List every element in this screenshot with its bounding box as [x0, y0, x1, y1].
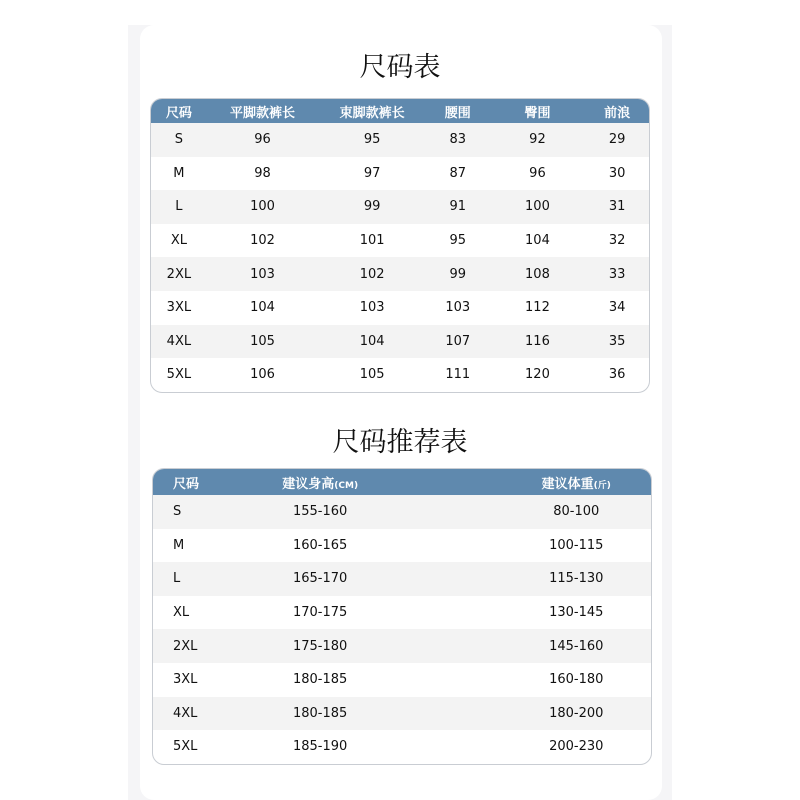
table-row: [151, 224, 649, 258]
size-chart-table: [150, 98, 650, 393]
table-cell: 29: [608, 132, 626, 148]
table-cell: 111: [445, 367, 471, 383]
table-cell: 5XL: [166, 367, 192, 383]
table-cell: 100: [250, 199, 275, 215]
table-cell: 97: [363, 165, 381, 181]
table-cell: M: [173, 165, 185, 181]
table-cell: L: [173, 571, 181, 587]
header-label: 束脚款裤长: [339, 105, 405, 121]
table-cell: 116: [525, 333, 550, 349]
table-cell: 105: [250, 333, 275, 349]
header-label: 腰围: [444, 105, 471, 121]
table-row: [151, 257, 649, 291]
header-cell: [585, 102, 649, 121]
header-cell: [207, 102, 319, 121]
table-cell: 96: [254, 132, 271, 148]
table-row: [151, 358, 649, 392]
table-cell: 33: [608, 266, 626, 282]
table-cell: 106: [250, 367, 275, 383]
table-cell: 96: [529, 165, 546, 181]
table-header: [153, 469, 651, 495]
header-cell: [318, 102, 426, 121]
table-cell: 115-130: [549, 571, 604, 587]
table-cell: 5XL: [173, 739, 198, 755]
size-chart-title: 尺码表: [359, 52, 441, 83]
table-cell: 108: [525, 266, 550, 282]
table-cell: 35: [608, 333, 626, 349]
table-row: [151, 123, 649, 157]
table-cell: 4XL: [173, 705, 198, 721]
table-cell: 95: [449, 233, 467, 249]
table-cell: 101: [359, 233, 385, 249]
table-cell: 100-115: [549, 537, 604, 553]
table-cell: 3XL: [166, 300, 192, 316]
table-cell: XL: [173, 605, 190, 621]
header-cell: [426, 102, 490, 121]
header-cell: [532, 473, 651, 492]
header-label: 臀围: [524, 105, 551, 121]
table-cell: 102: [359, 266, 385, 282]
table-cell: 36: [608, 367, 626, 383]
table-cell: 3XL: [173, 672, 198, 688]
table-cell: 98: [254, 165, 271, 181]
table-cell: 31: [608, 199, 626, 215]
table-cell: 175-180: [292, 638, 348, 654]
table-row: [151, 325, 649, 359]
table-cell: S: [174, 132, 184, 148]
table-cell: XL: [170, 233, 187, 249]
header-label: 尺码: [173, 476, 200, 492]
table-row: [153, 663, 651, 697]
table-cell: 170-175: [292, 605, 348, 621]
table-cell: 200-230: [549, 739, 604, 755]
header-cell: [153, 473, 209, 492]
table-cell: 100: [525, 199, 550, 215]
header-label: 平脚款裤长: [230, 105, 296, 121]
table-cell: 99: [449, 266, 467, 282]
header-cell: [209, 473, 532, 492]
table-cell: 180-185: [292, 672, 348, 688]
header-cell: [151, 102, 207, 121]
table-cell: S: [173, 504, 182, 520]
table-row: [153, 730, 651, 764]
table-cell: 104: [359, 333, 385, 349]
header-label: 尺码: [165, 105, 192, 121]
table-cell: 112: [525, 300, 550, 316]
table-cell: 2XL: [166, 266, 192, 282]
table-cell: 130-145: [549, 605, 604, 621]
header-cell: [490, 102, 586, 121]
table-cell: 99: [363, 199, 381, 215]
table-cell: 2XL: [173, 638, 198, 654]
header-unit: (斤): [593, 480, 611, 491]
table-cell: 103: [250, 266, 275, 282]
table-cell: 165-170: [292, 571, 348, 587]
table-cell: 103: [445, 300, 471, 316]
table-cell: 185-190: [292, 739, 348, 755]
table-cell: 87: [449, 165, 467, 181]
table-row: [151, 157, 649, 191]
table-row: [153, 529, 651, 563]
table-cell: 83: [449, 132, 467, 148]
header-label: 建议身高: [282, 476, 335, 492]
table-cell: 103: [359, 300, 385, 316]
table-cell: 180-185: [292, 705, 348, 721]
table-row: [153, 629, 651, 663]
table-row: [151, 190, 649, 224]
table-cell: 102: [250, 233, 275, 249]
header-label: 前浪: [604, 105, 631, 121]
recommend-chart-title: 尺码推荐表: [332, 427, 468, 458]
header-label: 建议体重: [541, 476, 594, 492]
table-cell: 30: [608, 165, 626, 181]
table-row: [153, 697, 651, 731]
table-cell: 34: [608, 300, 626, 316]
table-cell: 104: [250, 300, 275, 316]
table-cell: 104: [525, 233, 550, 249]
table-cell: 92: [529, 132, 546, 148]
table-cell: L: [175, 199, 183, 215]
table-header: [151, 99, 649, 123]
table-cell: 4XL: [166, 333, 192, 349]
recommend-chart-table: [152, 468, 652, 765]
table-cell: 160-165: [292, 537, 348, 553]
header-unit: (CM): [334, 480, 359, 491]
table-cell: 160-180: [549, 672, 604, 688]
table-row: [151, 291, 649, 325]
table-cell: 107: [445, 333, 471, 349]
table-cell: 105: [359, 367, 385, 383]
table-cell: M: [173, 537, 185, 553]
table-row: [153, 495, 651, 529]
table-cell: 180-200: [549, 705, 604, 721]
table-cell: 155-160: [292, 504, 348, 520]
table-cell: 80-100: [553, 504, 600, 520]
table-cell: 120: [525, 367, 550, 383]
table-cell: 91: [449, 199, 467, 215]
table-row: [153, 596, 651, 630]
table-cell: 95: [363, 132, 381, 148]
table-row: [153, 562, 651, 596]
table-cell: 145-160: [549, 638, 604, 654]
table-cell: 32: [608, 233, 626, 249]
